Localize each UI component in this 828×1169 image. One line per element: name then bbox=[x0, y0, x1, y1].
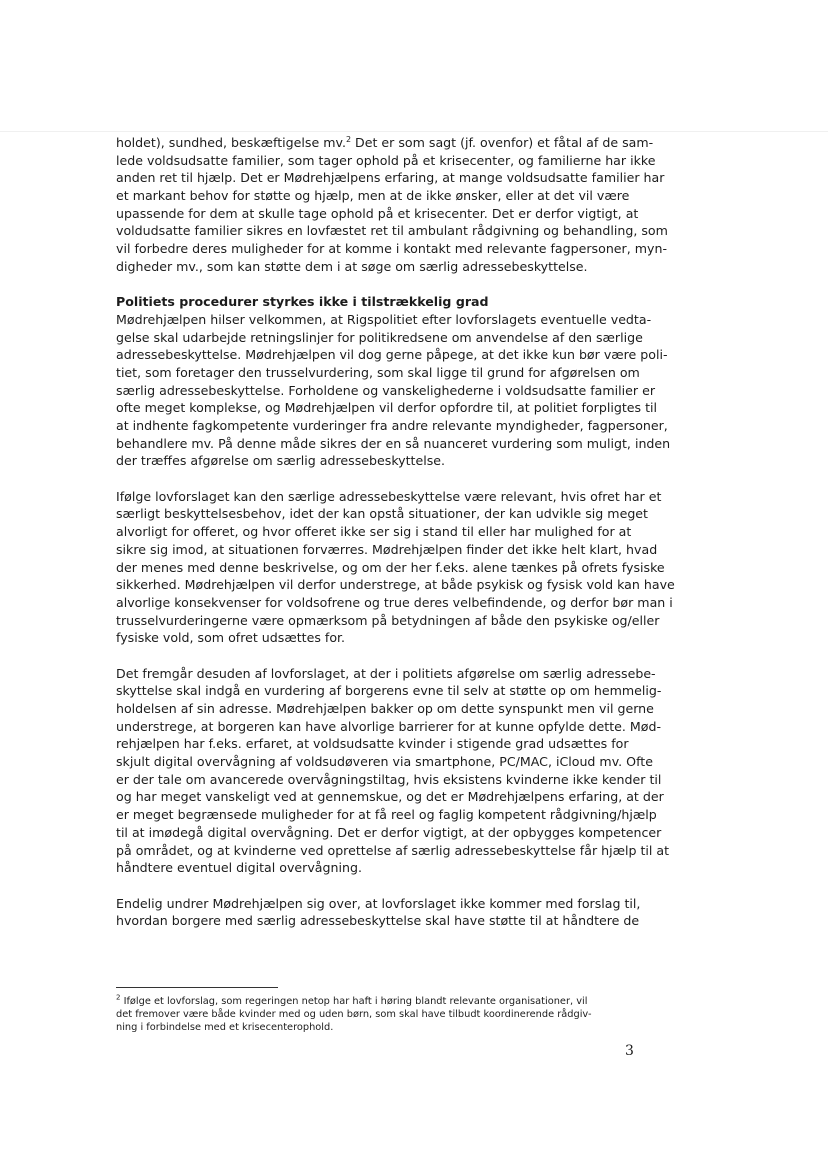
text-line: upassende for dem at skulle tage ophold på et krisecenter. Det er derfor vigtigt, at bbox=[116, 205, 639, 221]
text-line: lede voldsudsatte familier, som tager ophold på et krisecenter, og familierne har ikke bbox=[116, 152, 656, 168]
footnote bbox=[116, 993, 646, 1034]
footnote-line: $^2$ Ifølge et lovforslag, som regeringen netop har haft i høring blandt relevante organisationer, vil bbox=[116, 993, 588, 1007]
text-line: skyttelse skal indgå en vurdering af borgerens evne til selv at støtte op om hemmelig- bbox=[116, 683, 662, 699]
paragraph-digital-surveillance bbox=[116, 665, 670, 877]
text-line: særlig adressebeskyttelse. Forholdene og vanskelighederne i voldsudsatte familier er bbox=[116, 382, 656, 398]
text-line: voldudsatte familier sikres en lovfæstet ret til ambulant rådgivning og behandling, som bbox=[116, 223, 668, 239]
text-line: der menes med denne beskrivelse, og om der her f.eks. alene tænkes på ofrets fysiske bbox=[116, 559, 665, 575]
footnote-line: det fremover være både kvinder med og uden børn, som skal have tilbudt koordinerende rådgiv- bbox=[116, 1008, 592, 1020]
footnote-divider bbox=[116, 987, 278, 988]
text-line: er meget begrænsede muligheder for at få reel og faglig kompetent rådgivning/hjælp bbox=[116, 807, 657, 823]
text-line: behandlere mv. På denne måde sikres der en så nuanceret vurdering som muligt, inden bbox=[116, 435, 671, 451]
text-line: digheder mv., som kan støtte dem i at søge om særlig adressebeskyttelse. bbox=[116, 258, 588, 274]
text-line: tiet, som foretager den trusselvurdering, som skal ligge til grund for afgørelsen om bbox=[116, 364, 640, 380]
text-line: rehjælpen har f.eks. erfaret, at voldsudsatte kvinder i stigende grad udsættes for bbox=[116, 736, 629, 752]
text-line: at indhente fagkompetente vurderinger fra andre relevante myndigheder, fagpersoner, bbox=[116, 418, 668, 433]
text-line: til at imødegå digital overvågning. Det er derfor vigtigt, at der opbygges kompetencer bbox=[116, 824, 662, 840]
footnote-line: ning i forbindelse med et krisecenterophold. bbox=[116, 1021, 334, 1033]
paragraph-protection-need bbox=[116, 488, 675, 647]
text-line: hvordan borgere med særlig adressebeskyttelse skal have støtte til at håndtere de bbox=[116, 913, 640, 929]
text-line: sikkerhed. Mødrehjælpen vil derfor understrege, at både psykisk og fysisk vold kan have bbox=[116, 577, 675, 593]
text-line: understrege, at borgeren kan have alvorlige barrierer for at kunne opfylde dette. Mød- bbox=[116, 718, 662, 734]
text-line: adressebeskyttelse. Mødrehjælpen vil dog gerne påpege, at det ikke kun bør være poli- bbox=[116, 347, 668, 363]
text-line: på området, og at kvinderne ved oprettelse af særlig adressebeskyttelse får hjælp til at bbox=[116, 842, 670, 858]
text-line: håndtere eventuel digital overvågning. bbox=[116, 860, 362, 876]
text-line: Det fremgår desuden af lovforslaget, at der i politiets afgørelse om særlig adressebe- bbox=[116, 665, 656, 681]
text-line: Ifølge lovforslaget kan den særlige adressebeskyttelse være relevant, hvis ofret har et bbox=[116, 488, 662, 504]
header-divider bbox=[0, 131, 828, 132]
page-number: 3 bbox=[625, 1043, 634, 1059]
text-line: der træffes afgørelse om særlig adressebeskyttelse. bbox=[116, 453, 446, 469]
paragraph-continuation bbox=[116, 134, 668, 276]
text-line: vil forbedre deres muligheder for at komme i kontakt med relevante fagpersoner, myn- bbox=[116, 241, 667, 257]
text-line: alvorligt for offeret, og hvor offeret ikke ser sig i stand til eller har mulighed for at bbox=[116, 524, 632, 540]
text-line: er der tale om avancerede overvågningstiltag, hvis eksistens kvinderne ikke kender til bbox=[116, 771, 662, 787]
document-body bbox=[116, 134, 675, 930]
text-line: anden ret til hjælp. Det er Mødrehjælpens erfaring, at mange voldsudsatte familier har bbox=[116, 170, 665, 186]
text-line: holdelsen af sin adresse. Mødrehjælpen bakker op om dette synspunkt men vil gerne bbox=[116, 701, 654, 716]
paragraph-police-procedures bbox=[116, 311, 671, 470]
text-line: og har meget vanskeligt ved at gennemskue, og det er Mødrehjælpens erfaring, at der bbox=[116, 789, 664, 805]
text-line: Endelig undrer Mødrehjælpen sig over, at lovforslaget ikke kommer med forslag til, bbox=[116, 895, 641, 911]
text-line: alvorlige konsekvenser for voldsofrene og true deres velbefindende, og derfor bør man i bbox=[116, 594, 673, 610]
text-line: særligt beskyttelsesbehov, idet der kan opstå situationer, der kan udvikle sig meget bbox=[116, 506, 648, 522]
text-line: Mødrehjælpen hilser velkommen, at Rigspolitiet efter lovforslagets eventuelle vedta- bbox=[116, 311, 652, 327]
footnote-number: 2 bbox=[116, 993, 121, 1002]
text-line: holdet), sundhed, beskæftigelse mv.$^2$ Det er som sagt (jf. ovenfor) et fåtal af de sam- bbox=[116, 134, 654, 150]
text-line: gelse skal udarbejde retningslinjer for politikredsene om anvendelse af den særlige bbox=[116, 329, 643, 345]
section-heading: Politiets procedurer styrkes ikke i tilstrækkelig grad bbox=[116, 294, 489, 310]
text-line: et markant behov for støtte og hjælp, men at de ikke ønsker, eller at det vil være bbox=[116, 188, 630, 204]
text-line: skjult digital overvågning af voldsudøveren via smartphone, PC/MAC, iCloud mv. Ofte bbox=[116, 754, 653, 770]
paragraph-support bbox=[116, 895, 646, 930]
footnote-reference: 2 bbox=[345, 134, 352, 144]
text-line: fysiske vold, som ofret udsættes for. bbox=[116, 630, 346, 646]
text-line: ofte meget komplekse, og Mødrehjælpen vil derfor opfordre til, at politiet forpligtes til bbox=[116, 400, 658, 416]
text-line: sikre sig imod, at situationen forværres. Mødrehjælpen finder det ikke helt klart, hvad bbox=[116, 541, 658, 557]
text-line: trusselvurderingerne være opmærksom på betydningen af både den psykiske og/eller bbox=[116, 612, 660, 628]
